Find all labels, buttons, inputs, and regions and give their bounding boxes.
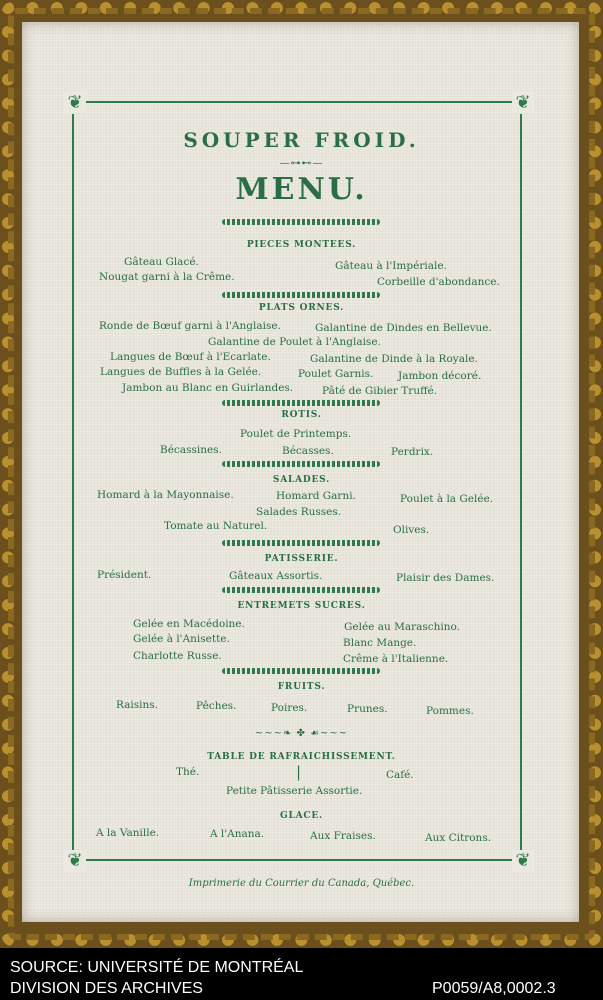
divider <box>222 219 380 225</box>
corner-ornament-icon: ❦ <box>512 850 534 872</box>
menu-item: Gâteau Glacé. <box>124 256 199 268</box>
menu-item: Tomate au Naturel. <box>164 520 268 532</box>
menu-item: A la Vanille. <box>96 827 160 839</box>
menu-item: Homard à la Mayonnaise. <box>97 489 234 501</box>
menu-item: Poires. <box>271 702 308 714</box>
section-heading: GLACE. <box>280 811 323 821</box>
menu-item: Jambon au Blanc en Guirlandes. <box>122 382 294 394</box>
section-heading: ENTREMETS SUCRES. <box>237 601 366 611</box>
menu-item: A l'Anana. <box>210 828 265 840</box>
menu-item: Poulet à la Gelée. <box>400 493 494 505</box>
menu-item: Aux Fraises. <box>310 830 376 842</box>
menu-item: Poulet de Printemps. <box>240 428 352 440</box>
menu-item: Olives. <box>393 524 430 536</box>
menu-item: Galantine de Dindes en Bellevue. <box>315 322 492 334</box>
menu-item: Gelée au Maraschino. <box>344 621 461 633</box>
menu-item: Pommes. <box>426 705 474 717</box>
divider <box>222 292 380 298</box>
divider <box>222 540 380 546</box>
menu-item: Plaisir des Dames. <box>396 572 495 584</box>
menu-item: Gâteaux Assortis. <box>229 570 323 582</box>
menu-item: Corbeille d'abondance. <box>377 276 500 288</box>
menu-item: Langues de Bœuf à l'Ecarlate. <box>110 351 271 363</box>
reference-number: P0059/A8,0002.3 <box>432 980 556 997</box>
section-heading: TABLE DE RAFRAICHISSEMENT. <box>207 752 396 762</box>
corner-ornament-icon: ❦ <box>512 92 534 114</box>
divider <box>222 461 380 467</box>
menu-item: Langues de Buffles à la Gelée. <box>100 366 262 378</box>
menu-item: Thé. <box>176 766 200 778</box>
menu-supertitle: SOUPER FROID. <box>183 128 420 152</box>
menu-item: Homard Garni. <box>276 490 356 502</box>
source-caption: SOURCE: UNIVERSITÉ DE MONTRÉAL <box>10 959 304 976</box>
menu-item: Prunes. <box>347 703 388 715</box>
menu-item: Salades Russes. <box>256 506 342 518</box>
menu-item: Café. <box>386 769 414 781</box>
divider-ornament-icon: ~~~❧ ✤ ☙~~~ <box>254 728 349 739</box>
section-heading: PLATS ORNES. <box>258 303 345 313</box>
menu-item: Bécasses. <box>282 445 334 457</box>
menu-item: Charlotte Russe. <box>133 650 222 662</box>
divider-ornament-icon: —⊶⊷— <box>279 158 324 169</box>
menu-item: Petite Pâtisserie Assortie. <box>226 785 363 797</box>
divider <box>222 668 380 674</box>
menu-title: MENU. <box>235 172 368 207</box>
section-heading: SALADES. <box>272 475 331 485</box>
menu-item: Blanc Mange. <box>343 637 417 649</box>
menu-item: Pêches. <box>196 700 237 712</box>
menu-item: Gelée en Macédoine. <box>133 618 245 630</box>
section-heading: PIECES MONTEES. <box>246 240 357 250</box>
corner-ornament-icon: ❦ <box>64 92 86 114</box>
section-heading: ROTIS. <box>281 410 322 420</box>
archive-caption: DIVISION DES ARCHIVES <box>10 980 203 997</box>
menu-item: Nougat garni à la Crême. <box>99 271 235 283</box>
divider <box>222 400 380 406</box>
menu-item: Jambon décoré. <box>398 370 482 382</box>
menu-item: Président. <box>97 569 152 581</box>
menu-item: Galantine de Dinde à la Royale. <box>310 353 478 365</box>
menu-item: Gelée à l'Anisette. <box>133 633 230 645</box>
section-heading: PATISSERIE. <box>264 554 339 564</box>
menu-item: Gâteau à l'Impériale. <box>335 260 447 272</box>
menu-item: Aux Citrons. <box>425 832 492 844</box>
menu-item: Raisins. <box>116 699 158 711</box>
divider <box>222 587 380 593</box>
menu-item: Perdrix. <box>391 446 434 458</box>
menu-item: Bécassines. <box>160 444 222 456</box>
menu-item: Galantine de Poulet à l'Anglaise. <box>208 336 381 348</box>
menu-item: Ronde de Bœuf garni à l'Anglaise. <box>99 320 281 332</box>
menu-item: Poulet Garnis. <box>298 368 374 380</box>
section-heading: FRUITS. <box>277 682 326 692</box>
menu-item: Crême à l'Italienne. <box>343 653 449 665</box>
menu-item: | <box>296 763 302 781</box>
corner-ornament-icon: ❦ <box>64 850 86 872</box>
printer-imprint: Imprimerie du Courrier du Canada, Québec. <box>188 878 415 889</box>
menu-item: Pâté de Gibier Truffé. <box>322 385 438 397</box>
